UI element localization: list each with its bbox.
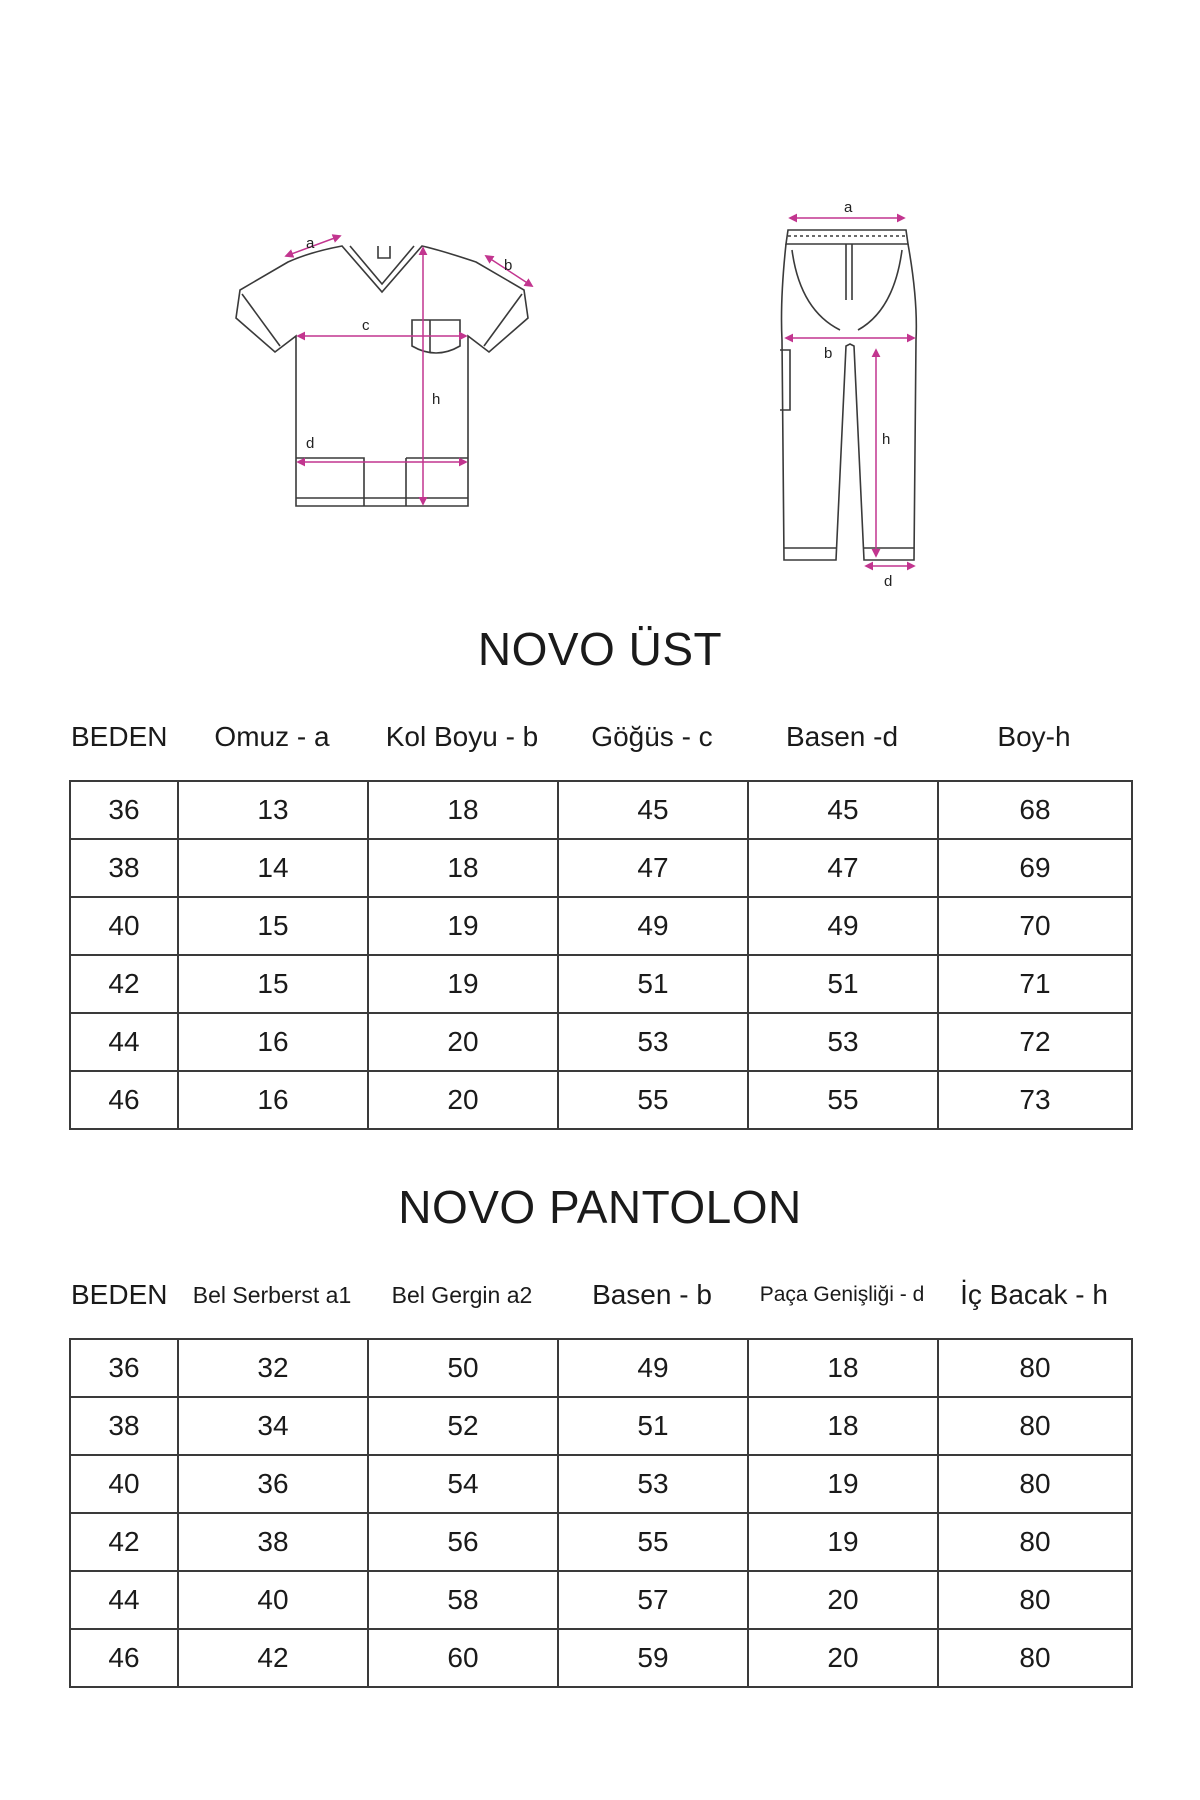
top-table-row [70,897,1132,955]
pants-table-cell: 80 [938,1397,1132,1455]
top-table-cell: 18 [368,781,558,839]
scrub-top-drawing [236,246,528,506]
pants-table-cell: 50 [368,1339,558,1397]
top-table-cell: 68 [938,781,1132,839]
pants-table-header [69,1270,1131,1320]
top-table-cell: 16 [178,1071,368,1129]
pants-table-cell: 20 [748,1571,938,1629]
top-table-cell: 36 [70,781,178,839]
top-table-cell: 47 [558,839,748,897]
pants-table-cell: 57 [558,1571,748,1629]
pants-table-cell: 20 [748,1629,938,1687]
top-header-length: Boy-h [997,721,1071,752]
pants-header-waist-stretched: Bel Gergin a2 [391,1282,533,1308]
pants-table-cell: 46 [70,1629,178,1687]
pants-table-cell: 60 [368,1629,558,1687]
top-table-cell: 19 [368,897,558,955]
top-table-cell: 44 [70,1013,178,1071]
top-table-title: NOVO ÜST [477,623,723,675]
pants-table-cell: 44 [70,1571,178,1629]
pants-header-inseam: İç Bacak - h [960,1279,1108,1310]
top-table-cell: 13 [178,781,368,839]
top-table-cell: 15 [178,897,368,955]
top-table-cell: 42 [70,955,178,1013]
pants-table-cell: 38 [70,1397,178,1455]
top-table-cell: 38 [70,839,178,897]
top-header-chest: Göğüs - c [591,721,713,752]
top-table-row [70,1013,1132,1071]
top-label-b: b [504,257,513,274]
pants-label-h: h [882,431,891,448]
pants-table-cell: 52 [368,1397,558,1455]
pants-table-cell: 55 [558,1513,748,1571]
pants-label-b: b [824,345,833,362]
top-table-cell: 40 [70,897,178,955]
top-table-cell: 55 [748,1071,938,1129]
top-table-cell: 70 [938,897,1132,955]
pants-table-cell: 42 [178,1629,368,1687]
pants-table-cell: 19 [748,1513,938,1571]
top-table-cell: 45 [748,781,938,839]
pants-drawing [780,230,916,560]
top-table-row [70,781,1132,839]
top-table-cell: 18 [368,839,558,897]
top-table-row [70,1071,1132,1129]
scrub-top-dimension-lines [286,236,532,504]
pants-table-cell: 19 [748,1455,938,1513]
top-table-cell: 72 [938,1013,1132,1071]
pants-label-d: d [884,573,893,590]
pants-header-waist-relaxed: Bel Serberst a1 [192,1282,352,1308]
pants-table-row [70,1397,1132,1455]
pants-header-hip: Basen - b [592,1279,712,1310]
top-table-cell: 15 [178,955,368,1013]
top-table-cell: 47 [748,839,938,897]
pants-table-row [70,1513,1132,1571]
pants-table-cell: 42 [70,1513,178,1571]
measurement-diagrams [0,0,1200,600]
pants-table-cell: 80 [938,1571,1132,1629]
top-table-cell: 51 [558,955,748,1013]
top-table-cell: 14 [178,839,368,897]
top-table-row [70,955,1132,1013]
top-size-table [69,780,1133,1130]
pants-table-cell: 36 [178,1455,368,1513]
top-table-cell: 49 [748,897,938,955]
pants-label-a: a [844,199,853,216]
pants-table-cell: 38 [178,1513,368,1571]
top-table-cell: 69 [938,839,1132,897]
top-table-cell: 73 [938,1071,1132,1129]
pants-table-cell: 54 [368,1455,558,1513]
top-table-cell: 71 [938,955,1132,1013]
pants-table-row [70,1339,1132,1397]
top-table-row [70,839,1132,897]
pants-table-cell: 40 [70,1455,178,1513]
top-table-cell: 53 [558,1013,748,1071]
top-table-cell: 53 [748,1013,938,1071]
top-table-cell: 45 [558,781,748,839]
top-header-size: BEDEN [71,721,168,752]
pants-table-row [70,1571,1132,1629]
top-table-cell: 46 [70,1071,178,1129]
pants-table-cell: 53 [558,1455,748,1513]
pants-table-row [70,1629,1132,1687]
top-header-hip: Basen -d [785,721,899,752]
top-table-header [69,712,1131,762]
pants-table-row [70,1455,1132,1513]
top-table-cell: 55 [558,1071,748,1129]
top-header-sleeve: Kol Boyu - b [385,721,539,752]
top-header-shoulder: Omuz - a [214,721,330,752]
pants-table-cell: 18 [748,1339,938,1397]
pants-table-cell: 40 [178,1571,368,1629]
pants-table-cell: 80 [938,1629,1132,1687]
pants-size-table [69,1338,1133,1688]
pants-table-cell: 80 [938,1455,1132,1513]
pants-header-leg-opening: Paça Genişliği - d [759,1283,925,1306]
top-table-cell: 16 [178,1013,368,1071]
pants-table-cell: 59 [558,1629,748,1687]
pants-table-title: NOVO PANTOLON [398,1181,802,1233]
top-table-cell: 19 [368,955,558,1013]
pants-table-cell: 51 [558,1397,748,1455]
top-table-cell: 49 [558,897,748,955]
pants-table-cell: 36 [70,1339,178,1397]
top-label-h: h [432,391,441,408]
top-table-cell: 20 [368,1013,558,1071]
top-label-a: a [306,235,315,252]
pants-table-cell: 80 [938,1339,1132,1397]
pants-table-cell: 80 [938,1513,1132,1571]
top-table-cell: 51 [748,955,938,1013]
pants-table-cell: 56 [368,1513,558,1571]
top-table-cell: 20 [368,1071,558,1129]
pants-table-cell: 49 [558,1339,748,1397]
pants-table-cell: 18 [748,1397,938,1455]
pants-table-cell: 34 [178,1397,368,1455]
pants-table-cell: 58 [368,1571,558,1629]
pants-table-cell: 32 [178,1339,368,1397]
pants-header-size: BEDEN [71,1279,168,1310]
top-label-c: c [362,317,370,334]
pants-dimension-lines [786,218,914,566]
top-label-d: d [306,435,315,452]
